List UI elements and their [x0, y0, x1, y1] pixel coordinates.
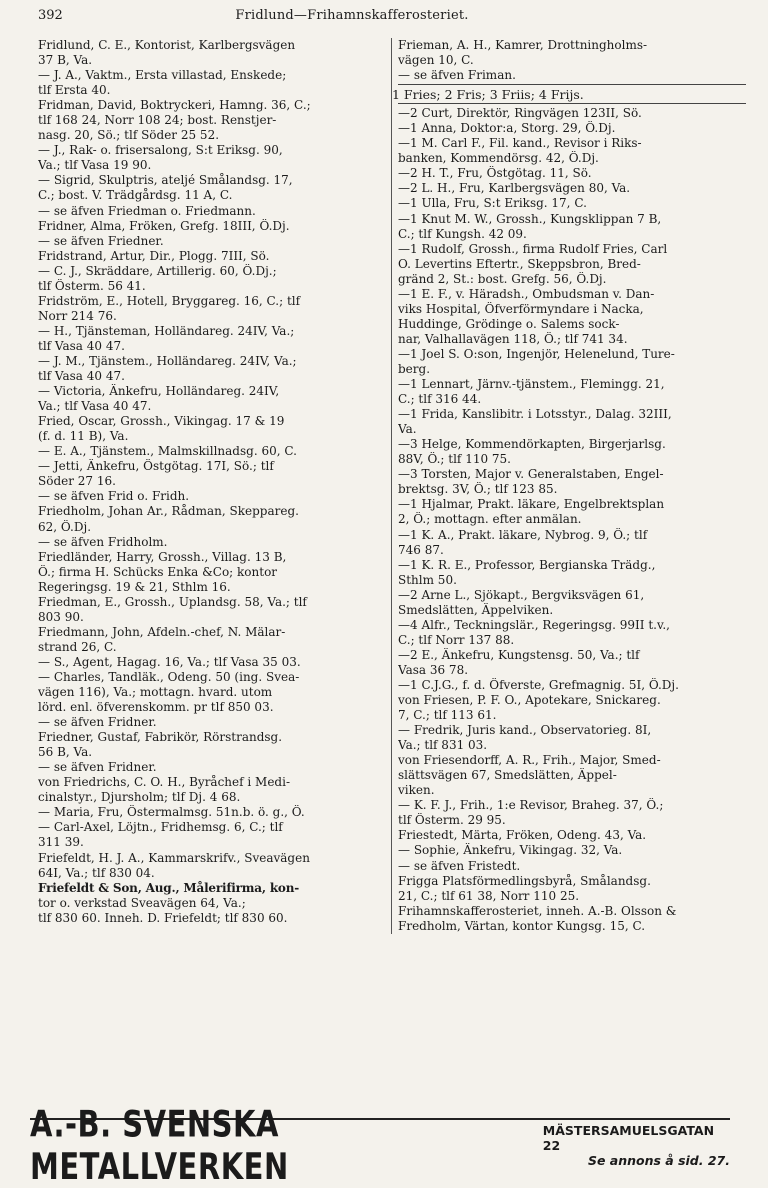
ad-address: MÄSTERSAMUELSGATAN 22: [542, 1122, 715, 1153]
entry-line: — se äfven Friman.: [398, 68, 516, 83]
entry-line: viken.: [398, 783, 435, 798]
entry-line: — Victoria, Änkefru, Holländareg. 24IV,: [38, 384, 280, 399]
entry-line: —1 Knut M. W., Grossh., Kungsklippan 7 B,: [398, 211, 662, 226]
entry-line: — Carl-Axel, Löjtn., Fridhemsg. 6, C.; tlf: [38, 820, 283, 835]
entry-line: Friedmann, John, Afdeln.-chef, N. Mälar-: [38, 624, 286, 639]
entry-line: Friedner, Gustaf, Fabrikör, Rörstrandsg.: [38, 730, 283, 745]
entry-line: Sthlm 50.: [398, 572, 457, 587]
advertisement-banner: [30, 1102, 730, 1188]
page-header: [38, 8, 746, 38]
ad-note: Se annons å sid. 27.: [587, 1152, 730, 1168]
entry-line: —1 Rudolf, Grossh., firma Rudolf Fries, Carl: [398, 241, 668, 256]
entry-line: — J. A., Vaktm., Ersta villastad, Enskede;: [38, 68, 287, 83]
entry-line: Fridman, David, Boktryckeri, Hamng. 36, C.;: [38, 98, 311, 113]
entry-line: — se äfven Fridholm.: [38, 534, 168, 549]
entry-line: C.; tlf Norr 137 88.: [398, 632, 515, 647]
entry-line: tor o. verkstad Sveavägen 64, Va.;: [38, 895, 246, 910]
entry-line: Norr 214 76.: [38, 308, 117, 323]
entry-line: — H., Tjänsteman, Holländareg. 24IV, Va.;: [38, 323, 295, 338]
entry-line: Ö.; firma H. Schücks Enka &Co; kontor: [38, 564, 278, 579]
entry-line: C.; tlf Kungsh. 42 09.: [398, 226, 527, 241]
entry-line: strand 26, C.: [38, 639, 117, 654]
entry-line: C.; tlf 316 44.: [398, 392, 482, 407]
entry-line: — S., Agent, Hagag. 16, Va.; tlf Vasa 35 03.: [38, 654, 301, 669]
entry-line: 21, C.; tlf 61 38, Norr 110 25.: [398, 888, 580, 903]
entry-line: tlf 830 60. Inneh. D. Friefeldt; tlf 830 60.: [38, 910, 288, 925]
entry-line: —1 Joel S. O:son, Ingenjör, Helenelund, Ture-: [398, 346, 675, 361]
entry-line: Regeringsg. 19 & 21, Sthlm 16.: [38, 579, 231, 594]
page-number: 392: [38, 8, 63, 23]
entry-line: 56 B, Va.: [38, 745, 93, 760]
entry-line: 311 39.: [38, 835, 84, 850]
entry-line: von Friesendorff, A. R., Frih., Major, Smed-: [398, 753, 661, 768]
entry-line: — se äfven Fridner.: [38, 760, 157, 775]
entry-line: — Fredrik, Juris kand., Observatorieg. 8I,: [398, 723, 652, 738]
entry-line: Va.: [398, 422, 417, 437]
entry-line: Huddinge, Grödinge o. Salems sock-: [398, 316, 620, 331]
entry-line: 88V, Ö.; tlf 110 75.: [398, 452, 511, 467]
entry-line: 64I, Va.; tlf 830 04.: [38, 865, 155, 880]
directory-columns: [38, 38, 746, 934]
right-column: [391, 38, 746, 934]
entry-line: Frihamnskafferosteriet, inneh. A.-B. Olsson &: [398, 903, 677, 918]
entry-line: Friedman, E., Grossh., Uplandsg. 58, Va.; tlf: [38, 594, 307, 609]
entry-line: 803 90.: [38, 609, 84, 624]
left-column: [38, 38, 391, 934]
entry-line: —1 K. A., Prakt. läkare, Nybrog. 9, Ö.; tlf: [398, 527, 648, 542]
entry-line: Frieman, A. H., Kamrer, Drottningholms-: [398, 38, 648, 52]
entry-line: gränd 2, St.: bost. Grefg. 56, Ö.Dj.: [398, 271, 607, 286]
entry-line: — Charles, Tandläk., Odeng. 50 (ing. Svea-: [38, 669, 300, 684]
entry-line: —1 Hjalmar, Prakt. läkare, Engelbrektsplan: [398, 497, 665, 512]
entry-line: 62, Ö.Dj.: [38, 519, 92, 534]
entry-line: Friestedt, Märta, Fröken, Odeng. 43, Va.: [398, 828, 647, 843]
entry-line: (f. d. 11 B), Va.: [38, 429, 129, 444]
entry-line: slättsvägen 67, Smedslätten, Äppel-: [398, 768, 617, 783]
entry-line: —1 E. F., v. Häradsh., Ombudsman v. Dan-: [398, 286, 655, 301]
entry-line: viks Hospital, Öfverförmyndare i Nacka,: [398, 301, 644, 316]
running-title: Fridlund—Frihamnskafferosteriet.: [235, 8, 469, 23]
entry-line: — Jetti, Änkefru, Östgötag. 17I, Sö.; tlf: [38, 459, 274, 474]
entry-line: —2 Curt, Direktör, Ringvägen 123II, Sö.: [398, 106, 642, 121]
entry-line: — se äfven Fridner.: [38, 715, 157, 730]
entry-line: vägen 116), Va.; mottagn. hvard. utom: [38, 685, 273, 700]
entry-line: —3 Torsten, Major v. Generalstaben, Engel-: [398, 467, 664, 482]
entry-line: Fridstrand, Artur, Dir., Plogg. 7III, Sö.: [38, 248, 270, 263]
entry-line: —2 H. T., Fru, Östgötag. 11, Sö.: [398, 166, 592, 181]
entry-line: —1 M. Carl F., Fil. kand., Revisor i Riks-: [398, 136, 642, 151]
entry-line: — C. J., Skräddare, Artillerig. 60, Ö.Dj.;: [38, 263, 277, 278]
entry-line: banken, Kommendörsg. 42, Ö.Dj.: [398, 151, 599, 166]
entry-line: tlf Österm. 56 41.: [38, 278, 146, 293]
entry-line: berg.: [398, 361, 431, 376]
entry-line: Va.; tlf Vasa 40 47.: [38, 399, 152, 414]
entry-line: —2 E., Änkefru, Kungstensg. 50, Va.; tlf: [398, 647, 640, 662]
entry-line: Fredholm, Värtan, kontor Kungsg. 15, C.: [398, 918, 646, 933]
entry-line: cinalstyr., Djursholm; tlf Dj. 4 68.: [38, 790, 241, 805]
entry-line: —1 K. R. E., Professor, Bergianska Trädg.,: [398, 557, 656, 572]
entry-line: — se äfven Fristedt.: [398, 858, 521, 873]
entry-line: lörd. enl. öfverenskomm. pr tlf 850 03.: [38, 700, 274, 715]
entry-line: vägen 10, C.: [398, 53, 474, 68]
entry-line: Fried, Oscar, Grossh., Vikingag. 17 & 19: [38, 414, 285, 429]
entry-line: —1 Ulla, Fru, S:t Eriksg. 17, C.: [398, 196, 587, 211]
entry-line: Friefeldt, H. J. A., Kammarskrifv., Sveavägen: [38, 850, 310, 865]
entry-line: tlf Vasa 40 47.: [38, 338, 125, 353]
entry-line: Vasa 36 78.: [398, 662, 469, 677]
entry-line: Smedslätten, Äppelviken.: [398, 602, 554, 617]
entry-line: 746 87.: [398, 542, 444, 557]
section-rule: [398, 103, 746, 104]
entry-line: Va.; tlf 831 03.: [398, 738, 488, 753]
entry-line: Friefeldt & Son, Aug., Målerifirma, kon-: [38, 880, 300, 895]
entry-line: — J., Rak- o. frisersalong, S:t Eriksg. 90,: [38, 143, 283, 158]
entry-line: — se äfven Frid o. Fridh.: [38, 489, 190, 504]
entry-line: 7, C.; tlf 113 61.: [398, 708, 497, 723]
entry-line: —1 Frida, Kanslibitr. i Lotsstyr., Dalag. 32III,: [398, 407, 672, 422]
entry-line: tlf 168 24, Norr 108 24; bost. Renstjer-: [38, 113, 277, 128]
entry-line: —3 Helge, Kommendörkapten, Birgerjarlsg.: [398, 437, 666, 452]
ad-side: [543, 1123, 730, 1168]
entry-line: Friedholm, Johan Ar., Rådman, Skeppareg.: [38, 504, 299, 519]
entry-line: —1 C.J.G., f. d. Öfverste, Grefmagnig. 5I, Ö.Dj.: [398, 677, 679, 692]
entry-line: tlf Österm. 29 95.: [398, 813, 506, 828]
entry-line: C.; bost. V. Trädgårdsg. 11 A, C.: [38, 188, 233, 203]
entry-line: — se äfven Friedner.: [38, 233, 164, 248]
entry-line: — K. F. J., Frih., 1:e Revisor, Braheg. 37, Ö.;: [398, 798, 664, 813]
entry-line: tlf Vasa 40 47.: [38, 369, 125, 384]
entry-line: brektsg. 3V, Ö.; tlf 123 85.: [398, 482, 558, 497]
entry-line: Friedländer, Harry, Grossh., Villag. 13 B,: [38, 549, 287, 564]
entry-line: —4 Alfr., Teckningslär., Regeringsg. 99II t.v.,: [398, 617, 670, 632]
entry-line: — se äfven Friedman o. Friedmann.: [38, 203, 256, 218]
entry-line: —1 Anna, Doktor:a, Storg. 29, Ö.Dj.: [398, 121, 616, 136]
entry-line: Fridlund, C. E., Kontorist, Karlbergsvägen: [38, 38, 296, 52]
entry-line: — Maria, Fru, Östermalmsg. 51n.b. ö. g., Ö.: [38, 805, 305, 820]
entry-line: nasg. 20, Sö.; tlf Söder 25 52.: [38, 128, 220, 143]
entry-line: von Friedrichs, C. O. H., Byråchef i Medi-: [38, 775, 291, 790]
entry-line: Fridner, Alma, Fröken, Grefg. 18III, Ö.Dj.: [38, 218, 290, 233]
entry-line: — Sigrid, Skulptris, ateljé Smålandsg. 17,: [38, 173, 293, 188]
entry-line: — E. A., Tjänstem., Malmskillnadsg. 60, C.: [38, 444, 297, 459]
entry-line: von Friesen, P. F. O., Apotekare, Snickareg.: [398, 693, 661, 708]
entry-line: Frigga Platsförmedlingsbyrå, Smålandsg.: [398, 873, 651, 888]
entry-line: —2 L. H., Fru, Karlbergsvägen 80, Va.: [398, 181, 631, 196]
entry-line: 2, Ö.; mottagn. efter anmälan.: [398, 512, 582, 527]
section-heading: 1 Fries; 2 Fris; 3 Friis; 4 Frijs.: [392, 87, 584, 103]
entry-line: — Sophie, Änkefru, Vikingag. 32, Va.: [398, 843, 623, 858]
ad-brand: A.-B. SVENSKA METALLVERKEN: [30, 1102, 289, 1188]
entry-line: nar, Valhallavägen 118, Ö.; tlf 741 34.: [398, 331, 628, 346]
entry-line: 37 B, Va.: [38, 53, 93, 68]
entry-line: —2 Arne L., Sjökapt., Bergviksvägen 61,: [398, 587, 645, 602]
entry-line: Söder 27 16.: [38, 474, 116, 489]
section-rule: [398, 84, 746, 85]
entry-line: tlf Ersta 40.: [38, 83, 111, 98]
entry-line: Va.; tlf Vasa 19 90.: [38, 158, 152, 173]
entry-line: O. Levertins Eftertr., Skeppsbron, Bred-: [398, 256, 641, 271]
entry-line: — J. M., Tjänstem., Holländareg. 24IV, Va.;: [38, 353, 297, 368]
entry-line: Fridström, E., Hotell, Bryggareg. 16, C.; tlf: [38, 293, 301, 308]
entry-line: —1 Lennart, Järnv.-tjänstem., Flemingg. 21,: [398, 377, 665, 392]
